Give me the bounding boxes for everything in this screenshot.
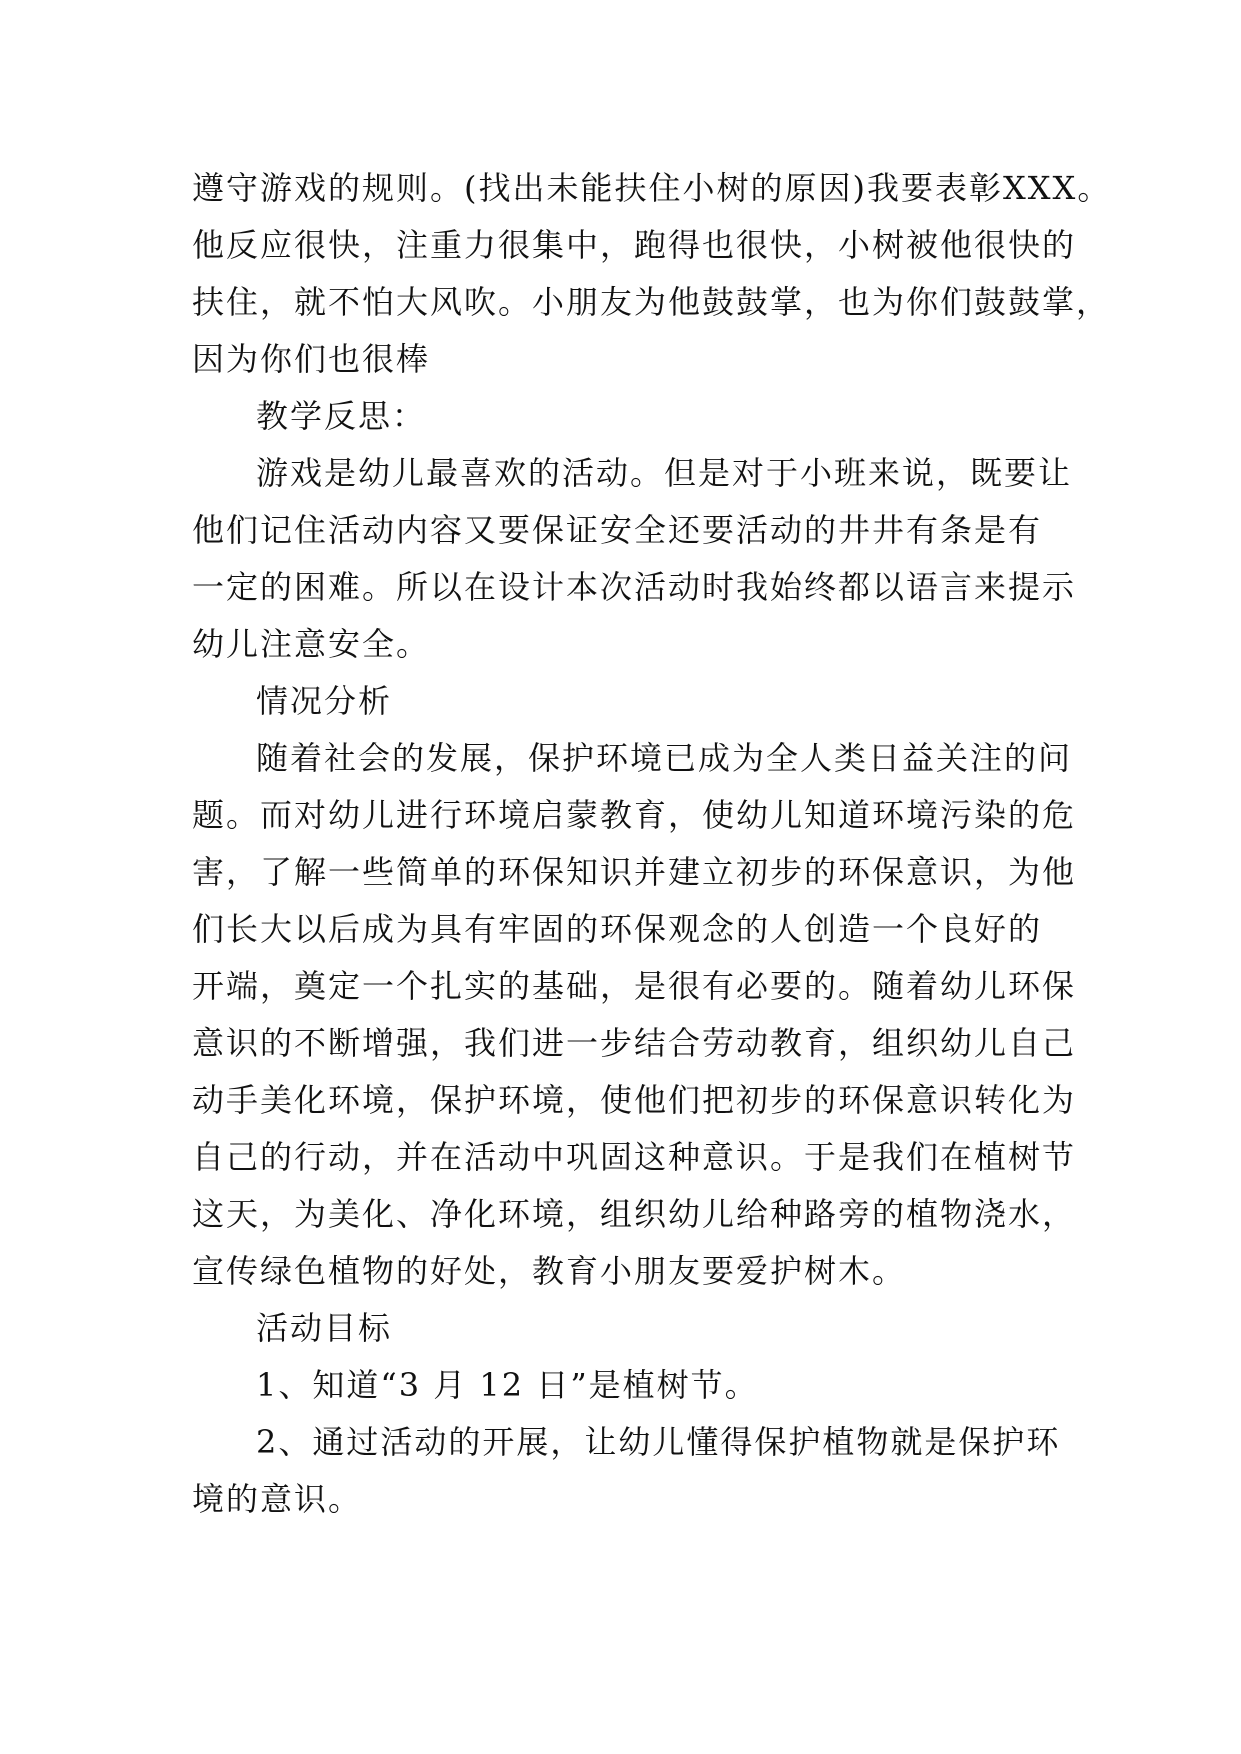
text-line: 这天，为美化、净化环境，组织幼儿给种路旁的植物浇水， bbox=[192, 1195, 1077, 1233]
text-line: 扶住，就不怕大风吹。小朋友为他鼓鼓掌，也为你们鼓鼓掌， bbox=[192, 283, 1111, 321]
text-line: 遵守游戏的规则。(找出未能扶住小树的原因)我要表彰XXX。 bbox=[192, 169, 1112, 207]
goal-item-2 bbox=[192, 1414, 1061, 1528]
text-line: 题。而对幼儿进行环境启蒙教育，使幼儿知道环境污染的危 bbox=[192, 796, 1077, 834]
text-line: 境的意识。 bbox=[192, 1480, 363, 1518]
text-line: 害，了解一些简单的环保知识并建立初步的环保意识，为他 bbox=[192, 853, 1077, 891]
heading-activity-goals: 活动目标 bbox=[256, 1309, 393, 1347]
text-line: 动手美化环境，保护环境，使他们把初步的环保意识转化为 bbox=[192, 1081, 1077, 1119]
text-line: 自己的行动，并在活动中巩固这种意识。于是我们在植树节 bbox=[192, 1138, 1077, 1176]
text-line: 们长大以后成为具有牢固的环保观念的人创造一个良好的 bbox=[192, 910, 1043, 948]
text-line: 随着社会的发展，保护环境已成为全人类日益关注的问 bbox=[256, 739, 1073, 777]
paragraph-reflection bbox=[192, 445, 1077, 673]
text-line: 他反应很快，注重力很集中，跑得也很快，小树被他很快的 bbox=[192, 226, 1077, 264]
text-line: 游戏是幼儿最喜欢的活动。但是对于小班来说，既要让 bbox=[256, 454, 1073, 492]
paragraph-game-rules bbox=[192, 160, 1112, 388]
text-line: 意识的不断增强，我们进一步结合劳动教育，组织幼儿自己 bbox=[192, 1024, 1077, 1062]
goal-item-1: 1、知道“3 月 12 日”是植树节。 bbox=[256, 1366, 759, 1404]
heading-situation-analysis: 情况分析 bbox=[256, 682, 393, 720]
text-line: 2、通过活动的开展，让幼儿懂得保护植物就是保护环 bbox=[256, 1423, 1061, 1461]
text-line: 他们记住活动内容又要保证安全还要活动的井井有条是有 bbox=[192, 511, 1043, 549]
text-line: 幼儿注意安全。 bbox=[192, 625, 431, 663]
text-line: 一定的困难。所以在设计本次活动时我始终都以语言来提示 bbox=[192, 568, 1077, 606]
text-line: 因为你们也很棒 bbox=[192, 340, 431, 378]
text-line: 开端，奠定一个扎实的基础，是很有必要的。随着幼儿环保 bbox=[192, 967, 1077, 1005]
document-body bbox=[192, 160, 1112, 1528]
paragraph-analysis bbox=[192, 730, 1077, 1300]
heading-teaching-reflection: 教学反思： bbox=[256, 397, 427, 435]
text-line: 宣传绿色植物的好处，教育小朋友要爱护树木。 bbox=[192, 1252, 907, 1290]
